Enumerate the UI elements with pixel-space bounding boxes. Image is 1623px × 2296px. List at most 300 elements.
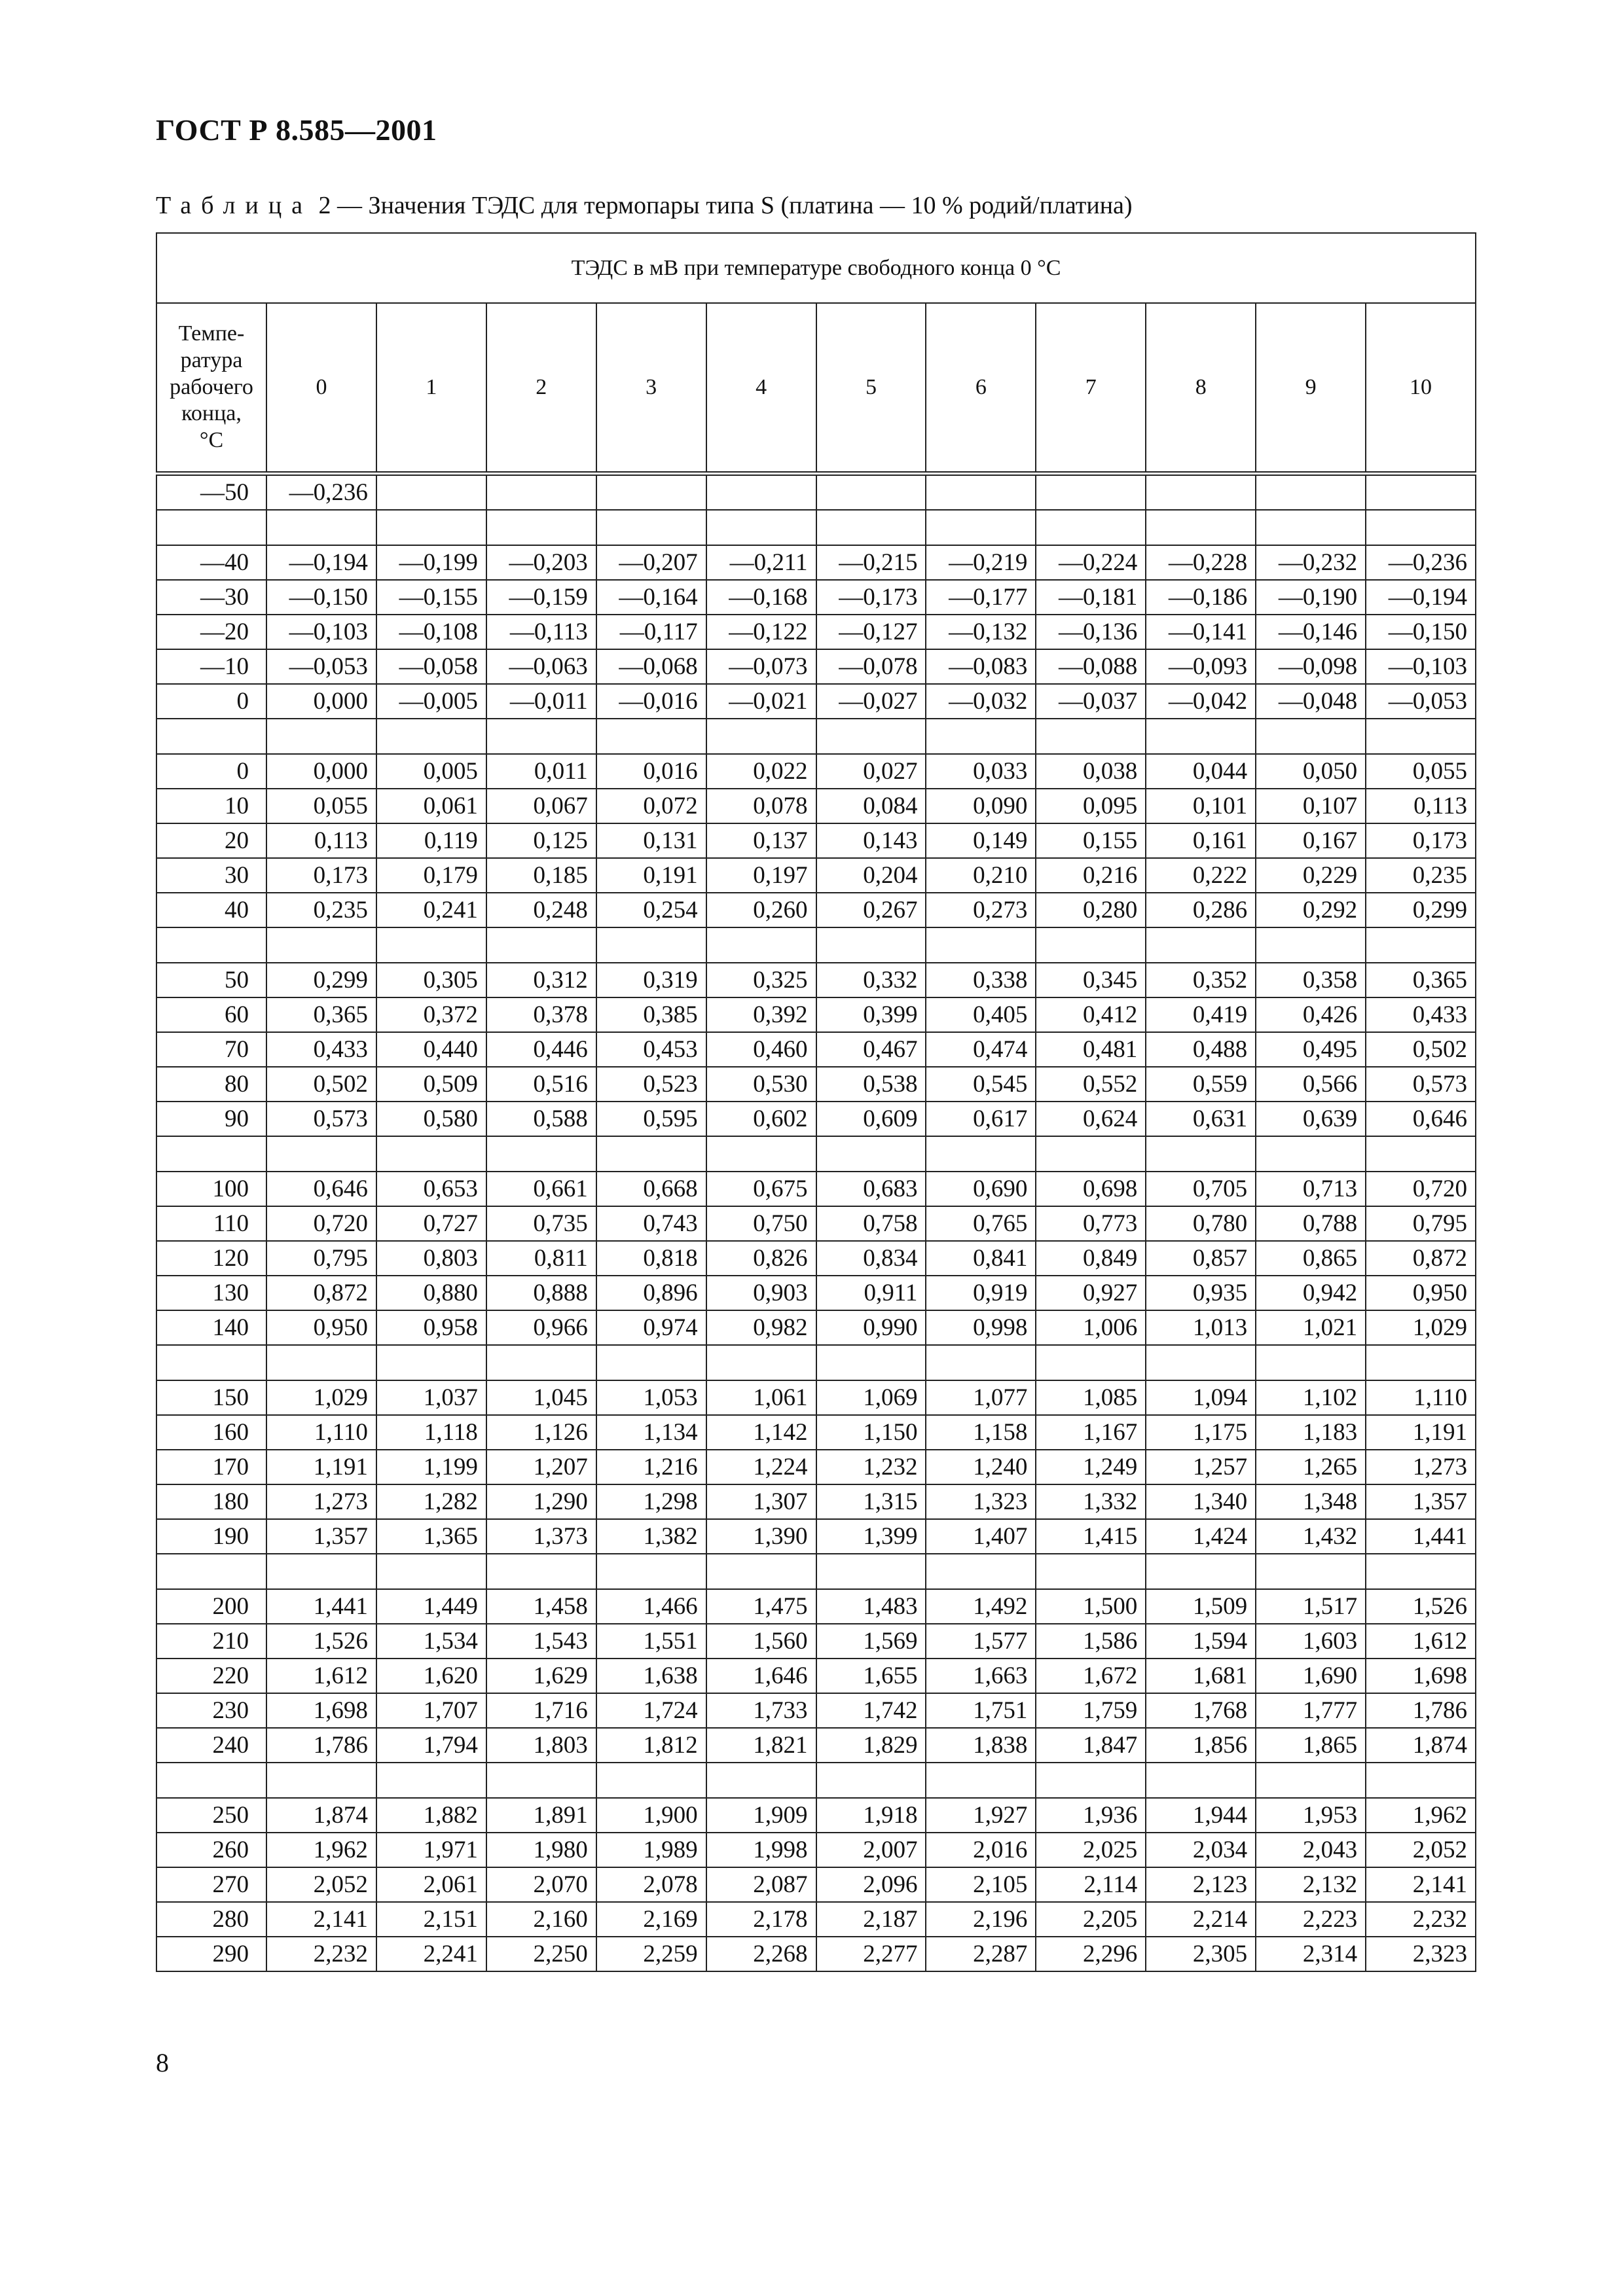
emf-value-cell: 1,560 [706,1624,816,1659]
empty-cell [156,1763,266,1798]
emf-value-cell: 0,412 [1036,997,1146,1032]
emf-value-cell: 1,829 [816,1728,926,1763]
emf-value-cell: 0,055 [266,789,376,823]
empty-cell [486,719,596,754]
emf-value-cell: 1,045 [486,1380,596,1415]
emf-value-cell: —0,113 [486,615,596,649]
emf-value-cell: 0,675 [706,1172,816,1206]
emf-value-cell: 1,053 [596,1380,706,1415]
emf-value-cell: 1,733 [706,1693,816,1728]
empty-cell [1036,1554,1146,1589]
emf-value-cell: 0,841 [926,1241,1036,1276]
emf-value-cell: 0,067 [486,789,596,823]
empty-cell [816,927,926,963]
emf-value-cell: 0,580 [376,1102,486,1136]
emf-value-cell: 0,758 [816,1206,926,1241]
emf-value-cell: 1,698 [266,1693,376,1728]
emf-value-cell: 2,268 [706,1937,816,1971]
empty-cell [1146,1554,1256,1589]
emf-value-cell [596,474,706,511]
empty-cell [706,719,816,754]
temperature-cell: 20 [156,823,266,858]
emf-value-cell: 0,248 [486,893,596,927]
emf-value-cell: 0,235 [1366,858,1476,893]
column-header-8: 8 [1146,303,1256,474]
emf-value-cell [1256,474,1366,511]
empty-cell [1146,719,1256,754]
empty-cell [1256,1136,1366,1172]
group-separator-row [156,1136,1476,1172]
emf-value-cell: 0,880 [376,1276,486,1310]
column-header-7: 7 [1036,303,1146,474]
temperature-cell: 100 [156,1172,266,1206]
emf-value-cell: 0,204 [816,858,926,893]
emf-value-cell: —0,141 [1146,615,1256,649]
temperature-cell: 130 [156,1276,266,1310]
emf-value-cell: 1,415 [1036,1519,1146,1554]
emf-value-cell: 1,821 [706,1728,816,1763]
table-row [156,1241,1476,1276]
emf-value-cell: —0,073 [706,649,816,684]
emf-value-cell: —0,173 [816,580,926,615]
emf-value-cell: 1,006 [1036,1310,1146,1345]
emf-value-cell: 1,569 [816,1624,926,1659]
emf-value-cell: 0,467 [816,1032,926,1067]
emf-value-cell: 0,241 [376,893,486,927]
empty-cell [596,1763,706,1798]
temperature-cell: 270 [156,1867,266,1902]
emf-value-cell: 1,962 [266,1833,376,1867]
emf-value-cell: 0,927 [1036,1276,1146,1310]
empty-cell [596,1345,706,1380]
empty-cell [1146,1763,1256,1798]
empty-cell [1146,1345,1256,1380]
empty-cell [706,1554,816,1589]
empty-cell [376,510,486,545]
emf-value-cell: 1,681 [1146,1659,1256,1693]
emf-value-cell: 1,543 [486,1624,596,1659]
emf-value-cell: —0,232 [1256,545,1366,580]
emf-value-cell: 2,178 [706,1902,816,1937]
emf-value-cell: 0,690 [926,1172,1036,1206]
emf-value-cell: —0,194 [1366,580,1476,615]
emf-value-cell: 0,016 [596,754,706,789]
emf-value-cell: —0,021 [706,684,816,719]
emf-value-cell: 1,458 [486,1589,596,1624]
emf-value-cell: —0,168 [706,580,816,615]
emf-value-cell: 0,683 [816,1172,926,1206]
emf-value-cell: 0,372 [376,997,486,1032]
emf-value-cell: 0,078 [706,789,816,823]
emf-value-cell: 1,110 [1366,1380,1476,1415]
empty-cell [706,1763,816,1798]
empty-cell [1036,927,1146,963]
emf-value-cell: 0,191 [596,858,706,893]
empty-cell [1366,1763,1476,1798]
emf-value-cell: 2,277 [816,1937,926,1971]
table-row [156,1067,1476,1102]
emf-value-cell: 1,069 [816,1380,926,1415]
emf-value-cell: 2,096 [816,1867,926,1902]
emf-value-cell: 2,061 [376,1867,486,1902]
emf-value-cell: 2,205 [1036,1902,1146,1937]
table-row [156,615,1476,649]
emf-value-cell: 0,911 [816,1276,926,1310]
empty-cell [596,1554,706,1589]
emf-value-cell: 1,382 [596,1519,706,1554]
table-row [156,1659,1476,1693]
emf-value-cell: 1,500 [1036,1589,1146,1624]
emf-value-cell: —0,211 [706,545,816,580]
temperature-cell: 0 [156,684,266,719]
emf-value-cell: 0,631 [1146,1102,1256,1136]
emf-value-cell: 1,856 [1146,1728,1256,1763]
emf-value-cell: 0,332 [816,963,926,997]
temperature-cell: 60 [156,997,266,1032]
emf-value-cell: 0,299 [266,963,376,997]
empty-cell [156,510,266,545]
temperature-cell: —20 [156,615,266,649]
emf-value-cell: 1,944 [1146,1798,1256,1833]
emf-value-cell: 0,713 [1256,1172,1366,1206]
temperature-cell: 0 [156,754,266,789]
emf-value-cell: 0,974 [596,1310,706,1345]
emf-value-cell: 1,167 [1036,1415,1146,1450]
emf-value-cell: 1,794 [376,1728,486,1763]
emf-value-cell: 2,078 [596,1867,706,1902]
emf-value-cell: 0,950 [266,1310,376,1345]
group-separator-row [156,1554,1476,1589]
emf-value-cell: 0,795 [1366,1206,1476,1241]
empty-cell [376,1763,486,1798]
emf-value-cell: 0,857 [1146,1241,1256,1276]
emf-value-cell: 1,183 [1256,1415,1366,1450]
empty-cell [1036,719,1146,754]
empty-cell [156,719,266,754]
emf-value-cell: 1,509 [1146,1589,1256,1624]
empty-cell [486,1345,596,1380]
emf-value-cell: 0,305 [376,963,486,997]
empty-cell [1146,927,1256,963]
emf-value-cell: 2,087 [706,1867,816,1902]
temperature-cell: 230 [156,1693,266,1728]
temperature-cell: 250 [156,1798,266,1833]
empty-cell [1146,1136,1256,1172]
emf-value-cell: 1,909 [706,1798,816,1833]
emf-value-cell: 0,011 [486,754,596,789]
empty-cell [1146,510,1256,545]
temperature-column-header [156,303,266,474]
emf-value-cell [1366,474,1476,511]
table-row [156,1415,1476,1450]
emf-value-cell: 0,765 [926,1206,1036,1241]
emf-value-cell: 0,573 [266,1102,376,1136]
emf-value-cell: 0,319 [596,963,706,997]
empty-cell [1366,1345,1476,1380]
table-row [156,1206,1476,1241]
empty-cell [926,1554,1036,1589]
column-header-1: 1 [376,303,486,474]
temperature-header-line: рабочего [170,374,253,399]
table-row [156,684,1476,719]
empty-cell [816,1554,926,1589]
emf-value-cell: 1,340 [1146,1484,1256,1519]
emf-value-cell: 1,191 [266,1450,376,1484]
emf-value-cell: 1,232 [816,1450,926,1484]
emf-value-cell: 2,196 [926,1902,1036,1937]
empty-cell [596,719,706,754]
emf-value-cell: —0,219 [926,545,1036,580]
emf-value-cell: 1,629 [486,1659,596,1693]
emf-value-cell: 1,373 [486,1519,596,1554]
emf-value-cell: 0,107 [1256,789,1366,823]
emf-value-cell: 2,105 [926,1867,1036,1902]
emf-value-cell: 0,780 [1146,1206,1256,1241]
emf-value-cell: 0,661 [486,1172,596,1206]
table-row [156,1693,1476,1728]
emf-value-cell: 1,759 [1036,1693,1146,1728]
emf-value-cell: 0,000 [266,684,376,719]
emf-value-cell: 0,942 [1256,1276,1366,1310]
emf-value-cell: 2,314 [1256,1937,1366,1971]
emf-value-cell: 1,998 [706,1833,816,1867]
table-row [156,997,1476,1032]
empty-cell [816,510,926,545]
emf-value-cell: 1,273 [1366,1450,1476,1484]
emf-value-cell: 1,612 [266,1659,376,1693]
emf-value-cell: 0,050 [1256,754,1366,789]
emf-value-cell: —0,146 [1256,615,1366,649]
temperature-header-line: конца, [181,401,242,426]
emf-value-cell: 0,267 [816,893,926,927]
emf-value-cell: 0,502 [266,1067,376,1102]
emf-value-cell: 1,874 [1366,1728,1476,1763]
emf-value-cell: 1,690 [1256,1659,1366,1693]
temperature-header-line: Темпе- [178,321,245,346]
emf-value-cell: 1,962 [1366,1798,1476,1833]
table-row [156,893,1476,927]
emf-value-cell: 1,399 [816,1519,926,1554]
emf-value-cell: 1,298 [596,1484,706,1519]
emf-value-cell: 0,727 [376,1206,486,1241]
table-row [156,1833,1476,1867]
table-row [156,1450,1476,1484]
table-row [156,1624,1476,1659]
empty-cell [486,1136,596,1172]
emf-value-cell: 1,980 [486,1833,596,1867]
emf-value-cell: 0,216 [1036,858,1146,893]
emf-value-cell: 0,646 [266,1172,376,1206]
temperature-cell: 40 [156,893,266,927]
emf-value-cell: 1,655 [816,1659,926,1693]
emf-value-cell: 0,254 [596,893,706,927]
table-row [156,474,1476,511]
table-row [156,963,1476,997]
temperature-cell: 10 [156,789,266,823]
emf-value-cell: 2,016 [926,1833,1036,1867]
emf-value-cell: 0,433 [266,1032,376,1067]
emf-value-cell: 0,179 [376,858,486,893]
emf-value-cell: 0,095 [1036,789,1146,823]
empty-cell [1256,1345,1366,1380]
temperature-cell: 80 [156,1067,266,1102]
emf-value-cell: 2,323 [1366,1937,1476,1971]
emf-value-cell: 2,214 [1146,1902,1256,1937]
emf-value-cell: —0,098 [1256,649,1366,684]
emf-value-cell: 0,005 [376,754,486,789]
temperature-cell: —10 [156,649,266,684]
emf-value-cell: —0,136 [1036,615,1146,649]
emf-value-cell: 1,620 [376,1659,486,1693]
emf-value-cell: 0,516 [486,1067,596,1102]
temperature-cell: —30 [156,580,266,615]
emf-value-cell: 1,638 [596,1659,706,1693]
emf-value-cell: 0,055 [1366,754,1476,789]
emf-value-cell: 0,405 [926,997,1036,1032]
empty-cell [156,1554,266,1589]
emf-value-cell: 1,126 [486,1415,596,1450]
emf-value-cell: 0,446 [486,1032,596,1067]
emf-value-cell: —0,093 [1146,649,1256,684]
emf-value-cell: 1,466 [596,1589,706,1624]
table-row [156,1519,1476,1554]
empty-cell [926,1345,1036,1380]
empty-cell [1366,1554,1476,1589]
emf-value-cell: 1,037 [376,1380,486,1415]
emf-value-cell: 0,811 [486,1241,596,1276]
emf-value-cell: 2,114 [1036,1867,1146,1902]
emf-value-cell: —0,005 [376,684,486,719]
emf-value-cell: 0,280 [1036,893,1146,927]
emf-value-cell: —0,037 [1036,684,1146,719]
table-row [156,545,1476,580]
emf-value-cell: 0,950 [1366,1276,1476,1310]
empty-cell [706,927,816,963]
emf-value-cell: —0,186 [1146,580,1256,615]
temperature-cell: 290 [156,1937,266,1971]
empty-cell [266,1345,376,1380]
empty-cell [706,1136,816,1172]
emf-value-cell: 0,788 [1256,1206,1366,1241]
emf-value-cell: —0,190 [1256,580,1366,615]
emf-value-cell: —0,016 [596,684,706,719]
emf-value-cell: 0,101 [1146,789,1256,823]
emf-value-cell: 0,595 [596,1102,706,1136]
emf-value-cell: 0,125 [486,823,596,858]
table-super-header: ТЭДС в мВ при температуре свободного конца 0 °С [156,233,1476,303]
emf-value-cell: 0,795 [266,1241,376,1276]
empty-cell [1366,510,1476,545]
emf-value-cell: 0,872 [266,1276,376,1310]
emf-value-cell: 1,971 [376,1833,486,1867]
column-header-3: 3 [596,303,706,474]
emf-value-cell: 1,216 [596,1450,706,1484]
emf-value-cell: 0,185 [486,858,596,893]
emf-value-cell: 1,134 [596,1415,706,1450]
emf-value-cell: 0,903 [706,1276,816,1310]
emf-value-cell: 0,325 [706,963,816,997]
empty-cell [816,1136,926,1172]
emf-value-cell: —0,042 [1146,684,1256,719]
emf-value-cell: 1,517 [1256,1589,1366,1624]
table-row [156,1032,1476,1067]
emf-value-cell: 1,191 [1366,1415,1476,1450]
emf-value-cell: 0,453 [596,1032,706,1067]
emf-value-cell: 1,551 [596,1624,706,1659]
emf-value-cell: 1,257 [1146,1450,1256,1484]
emf-value-cell: 1,290 [486,1484,596,1519]
emf-value-cell: 1,475 [706,1589,816,1624]
emf-value-cell: 1,492 [926,1589,1036,1624]
empty-cell [706,1345,816,1380]
emf-value-cell: —0,236 [1366,545,1476,580]
emf-value-cell: 2,141 [1366,1867,1476,1902]
emf-value-cell: 1,282 [376,1484,486,1519]
emf-value-cell: 1,882 [376,1798,486,1833]
emf-value-cell: 0,624 [1036,1102,1146,1136]
temperature-cell: 280 [156,1902,266,1937]
emf-value-cell: 1,085 [1036,1380,1146,1415]
emf-value-cell: 1,013 [1146,1310,1256,1345]
emf-value-cell: 1,077 [926,1380,1036,1415]
emf-value-cell: —0,108 [376,615,486,649]
emf-value-cell: 1,900 [596,1798,706,1833]
emf-value-cell: 0,338 [926,963,1036,997]
emf-value-cell: 1,989 [596,1833,706,1867]
thermo-emf-table [156,232,1476,1972]
empty-cell [1036,1345,1146,1380]
emf-value-cell: 1,390 [706,1519,816,1554]
emf-value-cell: 0,167 [1256,823,1366,858]
emf-value-cell: 0,750 [706,1206,816,1241]
empty-cell [266,1136,376,1172]
emf-value-cell: 1,357 [1366,1484,1476,1519]
emf-value-cell: 2,232 [266,1937,376,1971]
empty-cell [1366,1136,1476,1172]
emf-value-cell: 1,061 [706,1380,816,1415]
emf-value-cell: 2,169 [596,1902,706,1937]
emf-value-cell: 1,526 [1366,1589,1476,1624]
emf-value-cell: 0,072 [596,789,706,823]
table-row [156,1867,1476,1902]
empty-cell [376,1554,486,1589]
empty-cell [156,1136,266,1172]
emf-value-cell: 1,707 [376,1693,486,1728]
emf-value-cell: 0,743 [596,1206,706,1241]
empty-cell [926,927,1036,963]
emf-value-cell: 1,110 [266,1415,376,1450]
emf-value-cell: 1,874 [266,1798,376,1833]
temperature-cell: 210 [156,1624,266,1659]
emf-value-cell: —0,122 [706,615,816,649]
group-separator-row [156,1345,1476,1380]
emf-value-cell: 1,483 [816,1589,926,1624]
emf-value-cell: —0,078 [816,649,926,684]
emf-value-cell: 1,891 [486,1798,596,1833]
emf-value-cell: 0,358 [1256,963,1366,997]
emf-value-cell: 0,896 [596,1276,706,1310]
emf-value-cell: 1,698 [1366,1659,1476,1693]
temperature-cell: 220 [156,1659,266,1693]
emf-value-cell [706,474,816,511]
emf-value-cell: 0,365 [266,997,376,1032]
empty-cell [1256,1554,1366,1589]
emf-value-cell: 0,210 [926,858,1036,893]
table-row [156,1902,1476,1937]
emf-value-cell: 0,273 [926,893,1036,927]
emf-value-cell: 0,229 [1256,858,1366,893]
table-row [156,1937,1476,1971]
